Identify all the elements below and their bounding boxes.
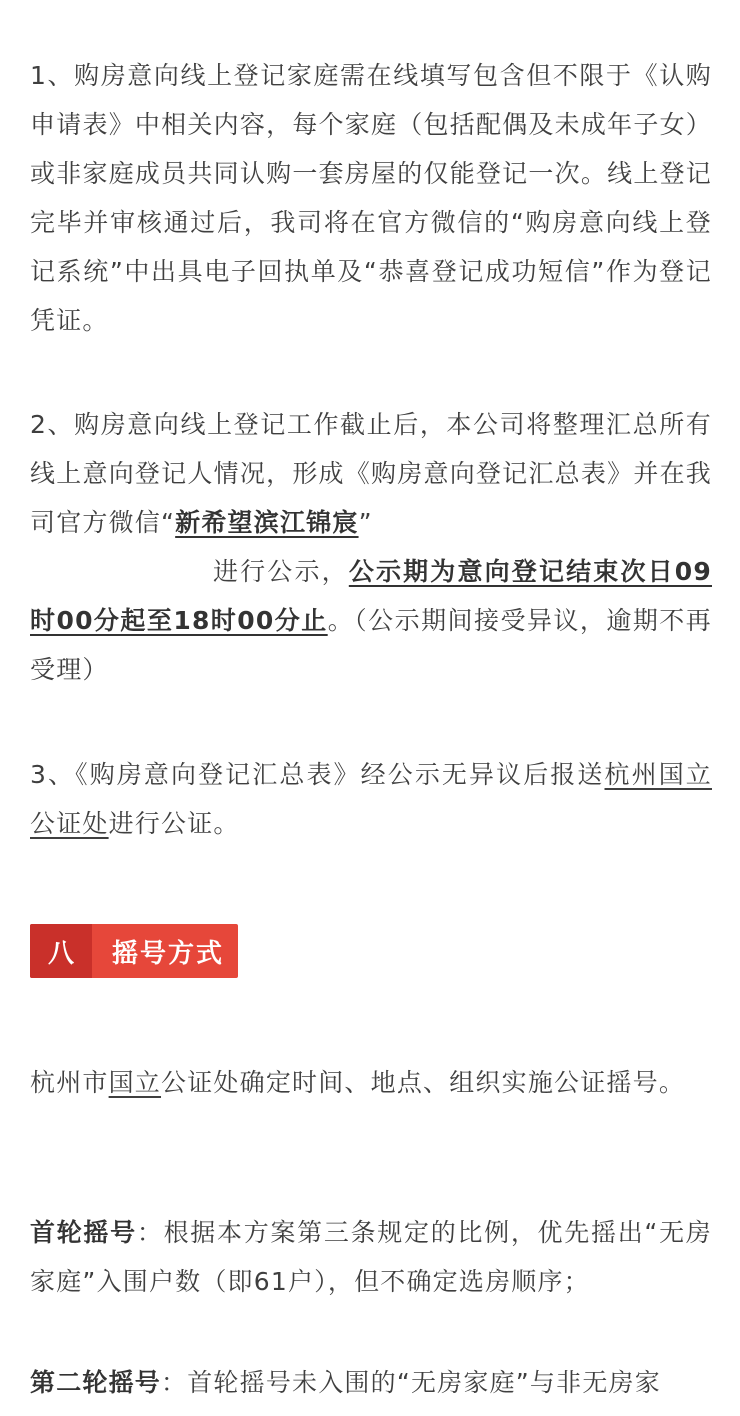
item-3-text-end: 进行公证。 bbox=[108, 809, 240, 838]
first-round-label: 首轮摇号 bbox=[30, 1218, 137, 1247]
first-round-text: ：根据本方案第三条规定的比例，优先摇出“无房家庭”入围户数（即61户），但不确定选房顺序； bbox=[30, 1218, 712, 1296]
lottery-intro-paragraph bbox=[30, 1058, 712, 1107]
item-3-text-start: 3、《购房意向登记汇总表》经公示无异议后报送 bbox=[30, 760, 605, 789]
item-1-paragraph bbox=[30, 51, 712, 345]
publicity-period-emphasis: 公示期为意向登记结束次日09时00分起至18时00分止 bbox=[30, 557, 712, 635]
section-8-header bbox=[30, 924, 238, 978]
lottery-intro-end: 公证处确定时间、地点、组织实施公证摇号。 bbox=[161, 1068, 686, 1097]
section-8-title: 摇号方式 bbox=[112, 938, 225, 969]
notary-office-link: 杭州国立公证处 bbox=[30, 760, 712, 838]
item-2-quote-close: ” bbox=[358, 508, 373, 537]
second-round-label: 第二轮摇号 bbox=[30, 1368, 162, 1397]
wechat-account-name: 新希望滨江锦宸 bbox=[175, 508, 359, 537]
item-1-text: 1、购房意向线上登记家庭需在线填写包含但不限于《认购申请表》中相关内容，每个家庭（包括配偶及未成年子女）或非家庭成员共同认购一套房屋的仅能登记一次。线上登记完毕并审核通过后，我司将在官方微信的“购房意向线上登记系统”中出具电子回执单及“恭喜登记成功短信”作为登记凭证。 bbox=[30, 61, 712, 335]
lottery-intro-start: 杭州市 bbox=[30, 1068, 109, 1097]
item-3-paragraph bbox=[30, 750, 712, 848]
lottery-intro-underlined: 国立 bbox=[108, 1068, 162, 1097]
second-round-text: ：首轮摇号未入围的“无房家庭”与非无房家 bbox=[161, 1368, 661, 1397]
first-round-paragraph bbox=[30, 1208, 712, 1306]
section-8-number: 八 bbox=[30, 924, 92, 978]
item-2-publicity: 进行公示， bbox=[212, 557, 349, 586]
item-2-text-end: 。（公示期间接受异议，逾期不再受理） bbox=[30, 606, 712, 684]
item-2-paragraph bbox=[30, 400, 712, 694]
item-2-text-start: 2、购房意向线上登记工作截止后，本公司将整理汇总所有线上意向登记人情况，形成《购房意向登记汇总表》并在我司官方微信“ bbox=[30, 410, 712, 537]
second-round-paragraph bbox=[30, 1358, 712, 1407]
